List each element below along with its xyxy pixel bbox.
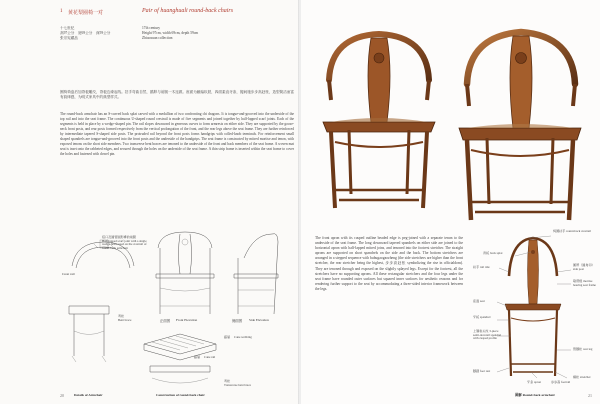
meta-line: Zhiaoxuan collection (142, 36, 173, 41)
construction-caption: Construction of round-back chair (156, 393, 205, 397)
transverse-brace-en: Transverse bent brace (224, 383, 252, 387)
annot-side-post (573, 264, 599, 271)
body-chinese: 圈椅椅盘后加背板雕纹，背板边缘起线。扶手弯曲自然，鹅脖与前腿一木连做。座面为藤编软屉，四面素直牙条，腿间施步步高赶枨，造型简洁而富有韵律感，为明式家具中的典型样式。 (60, 90, 294, 99)
right-figure-caption-cn: 图解 (515, 393, 522, 397)
annot-crestrail-en: round-back crestrail (566, 229, 591, 233)
meta-line: Height 97cm, width 69cm, depth 59cm (142, 31, 199, 36)
annot-back-splat-cn: 背板 (483, 251, 490, 255)
front-elevation-cn: 正面图 (160, 319, 171, 323)
side-elevation-drawing (224, 228, 284, 316)
annot-spandrel-cn: 牙板 (473, 315, 480, 319)
annot-stretcher-cn: 横枨 (573, 375, 580, 379)
annot-seat-frame-cn: 联帮棍 (573, 279, 583, 283)
page-number-left: 20 (60, 393, 64, 398)
annot-side-post-en: side post (573, 266, 584, 271)
annot-spandrel-en: spandrel (479, 315, 491, 319)
annot-semi-dovetail (473, 330, 505, 341)
title-chinese: 黄花梨圈椅一对 (68, 11, 104, 16)
meta-line: 十七世纪 (60, 26, 75, 30)
annot-seat-en: seat (479, 299, 485, 303)
annot-seat-frame (573, 280, 600, 287)
annot-seat (473, 300, 485, 304)
annot-foot-rest-cn: 脚踏 (473, 369, 480, 373)
annot-foot-rest-en: foot rest (479, 369, 491, 373)
annot-crestrail (553, 230, 591, 234)
right-figure-caption-en: Round-back armchair (522, 393, 555, 397)
annot-spandrel (473, 316, 490, 320)
annot-seat-frame-en: mortise bearing seat frame (573, 279, 596, 287)
body-right: The front apron with its cusped outline beaded edge is peg-joined with a separate tenon to the underside of the seat frame. The long downward tapered spandrels on either side are joined to the horizontal apron with half-lapped mitred joins, and tenoned into the footrest stretcher. The straight aprons are supported on short spandrels on the side and the back. The bottom stretchers are arranged in a stepped sequence with bubugaogaozheng (the side stretchers are higher than the front stretcher, the rear stretcher being the highest, 步步高赶枨 symbolizing the rise in officialdom). They are tenoned through and exposed on the slightly splayed legs. Except for the footrest, all the stretchers have no supporting aprons. All these rectangular stretchers and the four legs under the seat frame have rounded outer surfaces but squared inner surfaces for aesthetic reasons and for rendering further support to the seat by accommodating a three-sided interior framework between the legs. (315, 236, 463, 291)
annot-stretcher-en: stretcher (579, 375, 591, 379)
annot-semi-dovetail-en: 3-piece semi-dovetail spandrel with cusped profile (473, 329, 502, 341)
joint-caption-cn: 搭口及圆管圆形榫的前腿 (102, 235, 137, 239)
annot-rear-leg-cn: 管脚枨 (573, 347, 583, 351)
annot-rear-leg (573, 348, 592, 352)
annot-rail-ride (473, 266, 490, 270)
bent-brace-drawing (64, 296, 114, 366)
meta-line: 高97公分 宽69公分 深59公分 (60, 31, 111, 36)
annot-crestrail-cn: 椅圈扶手 (553, 229, 566, 233)
side-elevation-cn: 侧面图 (232, 319, 243, 323)
meta-line: 17th century (142, 26, 161, 30)
joint-caption (102, 236, 154, 250)
right-figure-caption (515, 392, 555, 397)
transverse-brace-cn: 弯枨 (224, 379, 231, 383)
meta-chinese (60, 26, 110, 42)
chair-photo-right (449, 14, 589, 226)
annot-footrail-en: footrail (561, 380, 571, 384)
annot-foot-rest (473, 370, 490, 374)
cane-rail-en: Cane rail (204, 355, 216, 359)
annot-stretcher (573, 376, 591, 380)
cane-rail-cn: 藤屉 (194, 355, 201, 359)
section-number: 1 (60, 9, 63, 14)
cane-webbing-en: Cane webbing (234, 335, 252, 339)
annot-back-splat (483, 252, 502, 256)
meta-english (142, 26, 198, 42)
cane-webbing-cn: 藤屉 (224, 335, 231, 339)
annot-rail-ride-en: rail ride (479, 265, 490, 269)
annot-apron (527, 381, 541, 385)
annot-semi-dovetail-cn: 上翘卷头纹 (473, 329, 489, 333)
annot-side-post-cn: 鹅脖（圆角卯） (573, 263, 595, 267)
bent-brace-en: Bent brace (118, 318, 132, 322)
front-elevation-en: Front Elevation (176, 318, 198, 322)
side-elevation-en: Side Elevation (249, 318, 269, 322)
body-english: The round-back armchair has an S-curved back splat carved with a medallion of two confronting chi dragons. It is tongue-and-grooved into the underside of the top rail and into the seat frame. The continuous U-shaped round crestrail is made of five segments and joined together by half-lapped scarf joints. Each of the segments is held in place by a wedge-shaped pin. The rail slopes downward in generous curves to form armrests on either side. They are supported by the goose-neck front posts, and rear posts formed respectively from the vertical prolongation of the front, and the rear legs above the seat frame. They are further reinforced by intermediate tapered S-shaped side posts. The protruded rail beyond the front posts forms handgrips with colled-knob terminals. For reinforcement small shaped spandrels are tongue-and-grooved into the front posts and the underside of the handgrips. The seat frame is constructed by mitred mortise and tenon, with exposed tenons on the short side members. Two transverse bent braces are tenoned to the underside of the front and back members of the seat frame. A woven mat seat is inset onto the rabbeted edges, and secured through the holes on the underside of the seat frame. A thin strip frame is inserted within the seat frame to cover the holes and fastened with dowel pin. (60, 112, 294, 156)
front-elevation-drawing (150, 228, 220, 316)
joint-caption-en: Half-lapped scarf joint with a single wedge brace used on the crestrail of round-back armchair (102, 238, 147, 250)
title-english: Pair of huanghuali round-back chairs (142, 8, 234, 14)
meta-line: 张宗宪藏品 (60, 36, 78, 41)
page-number-right: 21 (588, 393, 592, 398)
construction-drawing (140, 330, 220, 390)
annot-rear-leg-en: rear leg (583, 347, 593, 351)
details-caption: Details of Armchair (74, 393, 103, 397)
chair-photo-left (309, 14, 449, 214)
annot-footrail-cn: 步步高 (551, 380, 561, 384)
annot-back-splat-en: back splat (489, 251, 503, 255)
bent-brace-cn: 弯枨 (118, 314, 125, 318)
annot-apron-en: apron (533, 380, 542, 384)
annot-footrail (551, 381, 570, 385)
annot-rail-ride-cn: 扶手 (473, 265, 480, 269)
crest-rail-label: Crest rail (62, 272, 75, 276)
annot-apron-cn: 牙条 (527, 380, 534, 384)
left-page (0, 0, 299, 404)
right-page (301, 0, 600, 404)
annot-seat-cn: 座面 (473, 299, 480, 303)
